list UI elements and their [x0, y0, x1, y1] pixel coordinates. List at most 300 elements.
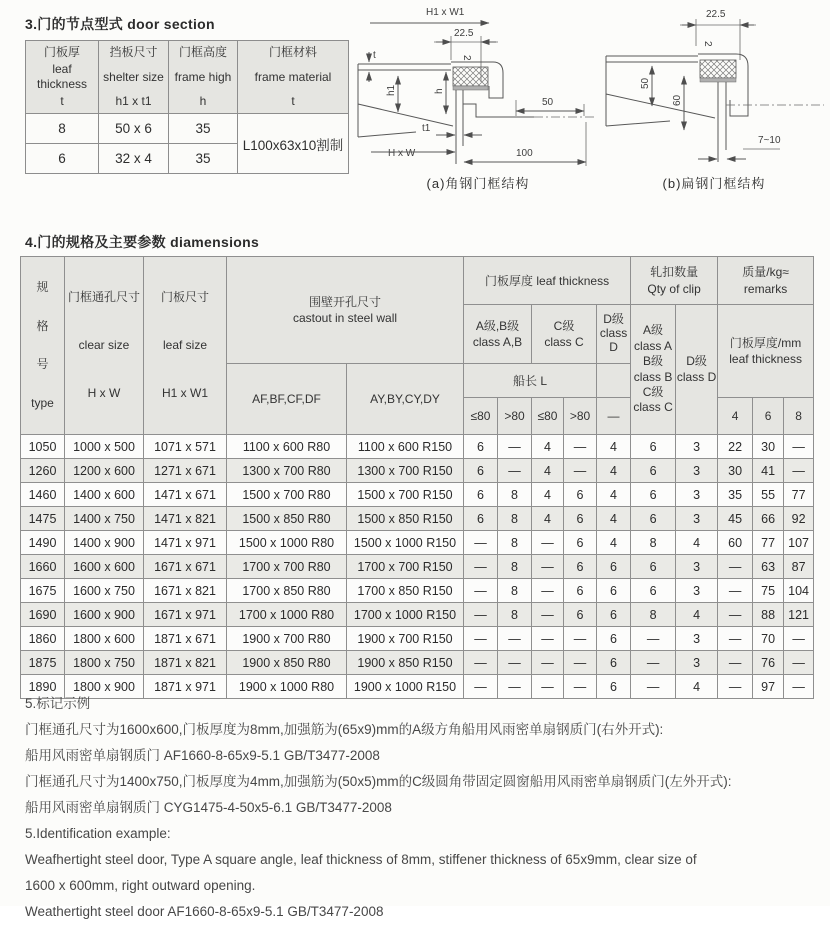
door-section-table [25, 40, 349, 174]
t3-h0-cn: 门板厚 [43, 45, 80, 59]
t4-col-class-ab [464, 305, 532, 364]
leaf-en: leaf size [162, 338, 208, 352]
leaf-sym: H1 x W1 [161, 386, 208, 400]
t4-col-type [21, 257, 65, 435]
spec-cell: 1071 x 571 [144, 435, 227, 459]
t4-col-class-c [532, 305, 597, 364]
spec-cell: 4 [532, 435, 564, 459]
spec-cell: 1200 x 600 [65, 459, 144, 483]
spec-cell: 1260 [21, 459, 65, 483]
spec-cell: 1675 [21, 579, 65, 603]
spec-cell: 1300 x 700 R80 [227, 459, 347, 483]
t3-h1-cn: 挡板尺寸 [109, 45, 158, 59]
castout-cn: 围壁开孔尺寸 [308, 294, 381, 309]
thickness-mm-en: leaf thickness [729, 352, 802, 366]
spec-cell: — [718, 627, 753, 651]
class-c-cn: C级 [553, 318, 575, 333]
spec-cell: 1300 x 700 R150 [347, 459, 464, 483]
spec-cell: — [784, 675, 814, 699]
class-d-en: class D [599, 325, 628, 354]
ship-length-label: 船长 L [512, 373, 547, 388]
spec-row [21, 507, 814, 531]
marking-example-section [25, 691, 820, 925]
t3-h0-en: leaf thickness [36, 62, 88, 91]
type-en: type [31, 395, 54, 410]
t3-col-frame-material [238, 41, 349, 114]
t3-col-leaf-thickness [26, 41, 99, 114]
spec-cell: 6 [597, 627, 631, 651]
spec-cell: 6 [631, 507, 676, 531]
t3-cell: 32 x 4 [99, 144, 169, 174]
spec-cell: 1900 x 850 R150 [347, 651, 464, 675]
spec-cell: 1700 x 700 R80 [227, 555, 347, 579]
spec-row [21, 459, 814, 483]
spec-cell: 8 [498, 531, 532, 555]
spec-cell: — [564, 435, 597, 459]
t4-col-le80-c [532, 398, 564, 435]
spec-cell: 4 [597, 531, 631, 555]
spec-cell: — [631, 627, 676, 651]
spec-cell: 3 [676, 435, 718, 459]
spec-cell: — [498, 675, 532, 699]
dim-label-2: 2 [702, 41, 713, 47]
spec-row [21, 579, 814, 603]
thickness-cn: 门板厚度 [485, 274, 534, 288]
spec-cell: — [498, 435, 532, 459]
t3-cell: 50 x 6 [99, 114, 169, 144]
spec-cell: 1500 x 1000 R150 [347, 531, 464, 555]
class-d-cn: D级 [603, 312, 624, 327]
door-section-row [26, 114, 349, 144]
spec-cell: — [718, 603, 753, 627]
spec-cell: 1875 [21, 651, 65, 675]
spec-cell: 4 [676, 531, 718, 555]
clip-c-en: class C [633, 400, 673, 415]
spec-cell: 6 [464, 435, 498, 459]
spec-cell: 60 [718, 531, 753, 555]
t4-col-clip-abc [631, 305, 676, 435]
clip-c-cn: C级 [642, 384, 664, 399]
t4-col-castout-f [227, 363, 347, 435]
spec-cell: — [784, 459, 814, 483]
door-leaf-plate [606, 56, 698, 62]
spec-cell: 70 [753, 627, 784, 651]
dim-label-60: 60 [672, 94, 683, 106]
spec-cell: 1600 x 600 [65, 555, 144, 579]
diagram-flat-steel-frame [600, 4, 828, 192]
spec-cell: 1500 x 700 R150 [347, 483, 464, 507]
spec-cell: 1000 x 500 [65, 435, 144, 459]
t4-group-leaf-thickness [464, 257, 631, 305]
spec-cell: 1800 x 750 [65, 651, 144, 675]
spec-cell: 6 [564, 531, 597, 555]
t3-h2-en: frame high [174, 69, 232, 84]
spec-cell: 1871 x 971 [144, 675, 227, 699]
spec-cell: 6 [597, 675, 631, 699]
spec-cell: 76 [753, 651, 784, 675]
spec-cell: — [532, 627, 564, 651]
t4-col-w4 [718, 398, 753, 435]
s5-line: 5.Identification example: [25, 826, 171, 841]
spec-cell: 8 [498, 555, 532, 579]
spec-row [21, 603, 814, 627]
spec-cell: 4 [597, 483, 631, 507]
spec-cell: — [532, 651, 564, 675]
type-cn2: 格 [36, 318, 49, 333]
spec-cell: 8 [631, 603, 676, 627]
spec-cell: — [532, 675, 564, 699]
spec-cell: — [464, 627, 498, 651]
spec-cell: 1400 x 750 [65, 507, 144, 531]
spec-cell: — [564, 459, 597, 483]
clip-a-en: class A [634, 338, 673, 353]
spec-cell: 22 [718, 435, 753, 459]
type-cn1: 规 [36, 280, 49, 295]
dash-label: — [607, 409, 620, 423]
spec-cell: 8 [631, 531, 676, 555]
spec-cell: 6 [631, 483, 676, 507]
t4-group-castout [227, 257, 464, 364]
clear-cn: 门框通孔尺寸 [67, 290, 140, 304]
t4-col-leaf-size [144, 257, 227, 435]
s5-line: 1600 x 600mm, right outward opening. [25, 878, 256, 893]
frame-leg [718, 82, 726, 162]
spec-cell: 4 [676, 603, 718, 627]
spec-cell: 3 [676, 459, 718, 483]
clip-b-en: class B [633, 369, 673, 384]
diagram-angle-steel-frame [356, 4, 600, 192]
t3-cell: 35 [169, 114, 238, 144]
t4-col-class-d-spacer [597, 363, 631, 398]
spec-cell: 4 [597, 507, 631, 531]
spec-cell: 45 [718, 507, 753, 531]
spec-cell: 1800 x 900 [65, 675, 144, 699]
spec-cell: 1400 x 900 [65, 531, 144, 555]
spec-cell: 6 [597, 603, 631, 627]
spec-cell: 1700 x 850 R150 [347, 579, 464, 603]
t3-material-cell: L100x63x10割制 [238, 114, 349, 174]
spec-cell: 92 [784, 507, 814, 531]
door-leaf-plate [358, 64, 451, 70]
dim-label-2: 2 [461, 55, 472, 61]
spec-cell: 3 [676, 651, 718, 675]
t4-header-row1 [21, 257, 814, 305]
spec-cell: 1475 [21, 507, 65, 531]
t3-h3-sym: t [291, 94, 295, 108]
spec-cell: — [718, 675, 753, 699]
t3-h0-sym: t [60, 94, 64, 108]
spec-cell: 1900 x 850 R80 [227, 651, 347, 675]
spec-cell: 1600 x 750 [65, 579, 144, 603]
thickness-mm-cn: 门板厚度/mm [729, 335, 802, 350]
spec-cell: 1671 x 671 [144, 555, 227, 579]
spec-cell: 1600 x 900 [65, 603, 144, 627]
w8-label: 8 [795, 409, 802, 423]
spec-row [21, 627, 814, 651]
coaming-wedge [606, 62, 715, 126]
spec-cell: 1690 [21, 603, 65, 627]
spec-cell: 1700 x 700 R150 [347, 555, 464, 579]
flat-frame-drawing [600, 4, 828, 172]
section4-title: 4.门的规格及主要参数 diamensions [25, 234, 260, 250]
clear-sym: H x W [87, 386, 121, 400]
type-cn3: 号 [36, 357, 49, 372]
spec-cell: 8 [498, 483, 532, 507]
spec-cell: 77 [753, 531, 784, 555]
t4-col-class-d-dash [597, 398, 631, 435]
spec-cell: 6 [564, 603, 597, 627]
w6-label: 6 [764, 409, 772, 423]
spec-cell: 4 [597, 435, 631, 459]
spec-cell: 1871 x 671 [144, 627, 227, 651]
spec-cell: 75 [753, 579, 784, 603]
t4-group-clip-qty [631, 257, 718, 305]
spec-cell: 8 [498, 603, 532, 627]
w4-label: 4 [731, 409, 739, 423]
spec-row [21, 555, 814, 579]
t4-col-ship-length [464, 363, 597, 398]
dim-label-100: 100 [516, 148, 533, 159]
s5-line: Weathertight steel door AF1660-8-65x9-5.1 GB/T3477-2008 [25, 904, 384, 919]
spec-cell: 55 [753, 483, 784, 507]
gasket-retainer [700, 78, 736, 82]
spec-cell: 1471 x 971 [144, 531, 227, 555]
t3-h1-sym: h1 x t1 [115, 94, 152, 108]
dim-label-t1: t1 [422, 123, 431, 134]
dim-label-7-10: 7~10 [758, 135, 781, 146]
spec-cell: — [532, 531, 564, 555]
spec-cell: 1900 x 700 R150 [347, 627, 464, 651]
s5-line: 5.标记示例 [25, 696, 91, 711]
door-spec-table [20, 256, 814, 699]
spec-cell: 3 [676, 579, 718, 603]
spec-cell: 1900 x 1000 R80 [227, 675, 347, 699]
class-ab-en: class A,B [472, 334, 523, 349]
section3-title: 3.门的节点型式 door section [25, 16, 215, 32]
frame-leg [456, 90, 463, 164]
gt80-label: >80 [504, 409, 525, 423]
t4-col-le80-ab [464, 398, 498, 435]
t4-col-clear-size [65, 257, 144, 435]
dim-label-h1: h1 [386, 84, 397, 96]
gasket-hatch [453, 67, 488, 86]
s5-line: 门框通孔尺寸为1400x750,门板厚度为4mm,加强筋为(50x5)mm的C级圆角带固定圆窗船用风雨密单扇钢质门(左外开式): [25, 774, 732, 789]
t4-group-remarks [718, 257, 814, 305]
spec-cell: 35 [718, 483, 753, 507]
spec-cell: 1471 x 821 [144, 507, 227, 531]
door-section-header-row [26, 41, 349, 114]
spec-cell: 1871 x 821 [144, 651, 227, 675]
t4-col-w8 [784, 398, 814, 435]
spec-cell: 6 [631, 555, 676, 579]
dim-label-h1xw1: H1 x W1 [426, 7, 465, 18]
spec-cell: — [564, 651, 597, 675]
t4-col-clip-d [676, 305, 718, 435]
castout-y-label: AY,BY,CY,DY [370, 391, 440, 406]
spec-cell: 1471 x 671 [144, 483, 227, 507]
spec-cell: 1800 x 600 [65, 627, 144, 651]
spec-cell: 1671 x 971 [144, 603, 227, 627]
spec-cell: — [784, 651, 814, 675]
spec-cell: 1890 [21, 675, 65, 699]
spec-cell: 121 [784, 603, 814, 627]
spec-cell: 1500 x 700 R80 [227, 483, 347, 507]
le80-label: ≤80 [537, 409, 558, 423]
spec-cell: 1100 x 600 R150 [347, 435, 464, 459]
spec-cell: — [464, 555, 498, 579]
spec-cell: 3 [676, 555, 718, 579]
t4-col-class-d [597, 305, 631, 364]
spec-cell: 3 [676, 507, 718, 531]
spec-cell: 6 [597, 555, 631, 579]
dim-label-22_5: 22.5 [454, 28, 474, 39]
spec-cell: — [718, 555, 753, 579]
spec-cell: 1700 x 850 R80 [227, 579, 347, 603]
clip-d-cn: D级 [686, 354, 707, 369]
spec-cell: 63 [753, 555, 784, 579]
spec-cell: 41 [753, 459, 784, 483]
dim-label-22_5: 22.5 [706, 9, 726, 20]
gasket-retainer [453, 86, 488, 90]
castout-f-label: AF,BF,CF,DF [252, 391, 321, 406]
dim-label-t: t [373, 50, 376, 61]
dim-label-50: 50 [542, 97, 554, 108]
spec-cell: — [631, 651, 676, 675]
spec-cell: 3 [676, 483, 718, 507]
t3-col-frame-high [169, 41, 238, 114]
remarks-en: remarks [743, 281, 788, 296]
spec-cell: — [464, 579, 498, 603]
t3-cell: 8 [26, 114, 99, 144]
t3-h3-cn: 门框材料 [268, 45, 317, 59]
spec-cell: 6 [631, 459, 676, 483]
spec-cell: 6 [597, 579, 631, 603]
t3-cell: 35 [169, 144, 238, 174]
angle-frame-drawing [356, 4, 600, 172]
spec-cell: 1900 x 1000 R150 [347, 675, 464, 699]
gasket-hatch [700, 60, 736, 78]
clip-b-cn: B级 [643, 354, 664, 369]
clip-cn: 轧扣数量 [650, 265, 699, 280]
spec-row [21, 435, 814, 459]
t3-col-shelter-size [99, 41, 169, 114]
spec-cell: 30 [718, 459, 753, 483]
class-c-en: class C [544, 334, 584, 349]
spec-cell: 87 [784, 555, 814, 579]
spec-cell: 8 [498, 507, 532, 531]
class-ab-cn: A级,B级 [475, 318, 520, 333]
spec-cell: 4 [676, 675, 718, 699]
t4-col-gt80-ab [498, 398, 532, 435]
spec-cell: 97 [753, 675, 784, 699]
t4-col-gt80-c [564, 398, 597, 435]
s5-line: 门框通孔尺寸为1600x600,门板厚度为8mm,加强筋为(65x9)mm的A级方角船用风雨密单扇钢质门(右外开式): [25, 722, 664, 737]
spec-cell: 1500 x 850 R80 [227, 507, 347, 531]
spec-table-body [21, 435, 814, 699]
t3-cell: 6 [26, 144, 99, 174]
t3-h2-cn: 门框高度 [178, 45, 227, 59]
s5-line: 船用风雨密单扇钢质门 CYG1475-4-50x5-6.1 GB/T3477-2008 [25, 800, 392, 815]
spec-cell: 6 [597, 651, 631, 675]
spec-cell: 6 [464, 483, 498, 507]
spec-cell: 1860 [21, 627, 65, 651]
clip-en: Qty of clip [647, 281, 701, 296]
spec-cell: 1500 x 850 R150 [347, 507, 464, 531]
spec-cell: 88 [753, 603, 784, 627]
thickness-en: leaf thickness [536, 274, 610, 288]
castout-en: castout in steel wall [292, 310, 398, 325]
spec-cell: 1050 [21, 435, 65, 459]
dim-label-h: h [434, 88, 445, 94]
leaf-cn: 门板尺寸 [160, 290, 209, 304]
clear-en: clear size [78, 338, 130, 352]
spec-cell: 1671 x 821 [144, 579, 227, 603]
t3-h3-en: frame material [254, 69, 332, 84]
spec-cell: 107 [784, 531, 814, 555]
spec-cell: 6 [464, 507, 498, 531]
spec-cell: — [464, 675, 498, 699]
spec-cell: — [532, 555, 564, 579]
spec-cell: — [718, 579, 753, 603]
spec-cell: 4 [597, 459, 631, 483]
remarks-cn: 质量/kg≈ [742, 265, 789, 280]
spec-cell: — [564, 675, 597, 699]
t4-col-w6 [753, 398, 784, 435]
spec-cell: — [498, 627, 532, 651]
spec-cell: 6 [631, 579, 676, 603]
spec-cell: 1900 x 700 R80 [227, 627, 347, 651]
clip-d-en: class D [676, 369, 717, 384]
spec-cell: 1100 x 600 R80 [227, 435, 347, 459]
spec-cell: 6 [564, 579, 597, 603]
spec-cell: 1660 [21, 555, 65, 579]
s5-line: Weafhertight steel door, Type A square angle, leaf thickness of 8mm, stiffener thickness of 65x9mm, clear size of [25, 852, 697, 867]
spec-cell: — [532, 603, 564, 627]
t3-h2-sym: h [199, 94, 207, 108]
le80-label: ≤80 [470, 409, 491, 423]
dim-label-50: 50 [640, 77, 651, 89]
spec-cell: 1400 x 600 [65, 483, 144, 507]
spec-row [21, 531, 814, 555]
spec-cell: 4 [532, 483, 564, 507]
spec-cell: — [464, 531, 498, 555]
spec-cell: 30 [753, 435, 784, 459]
spec-cell: 3 [676, 627, 718, 651]
coaming-wedge [358, 70, 453, 137]
spec-cell: 6 [564, 555, 597, 579]
spec-cell: 6 [464, 459, 498, 483]
spec-cell: — [564, 627, 597, 651]
clip-a-cn: A级 [643, 323, 664, 338]
t3-h1-en: shelter size [103, 69, 164, 84]
diagram-a-caption: (a)角钢门框结构 [426, 176, 530, 191]
spec-cell: 8 [498, 579, 532, 603]
spec-cell: 1460 [21, 483, 65, 507]
spec-cell: 1700 x 1000 R80 [227, 603, 347, 627]
spec-cell: — [498, 651, 532, 675]
t4-col-castout-y [347, 363, 464, 435]
gt80-label: >80 [569, 409, 591, 423]
spec-cell: — [464, 603, 498, 627]
spec-cell: — [718, 651, 753, 675]
spec-cell: — [784, 627, 814, 651]
diagram-b-caption: (b)扁钢门框结构 [662, 176, 766, 191]
spec-cell: 77 [784, 483, 814, 507]
spec-cell: 1271 x 671 [144, 459, 227, 483]
spec-cell: 1700 x 1000 R150 [347, 603, 464, 627]
spec-cell: — [784, 435, 814, 459]
spec-cell: 6 [564, 507, 597, 531]
